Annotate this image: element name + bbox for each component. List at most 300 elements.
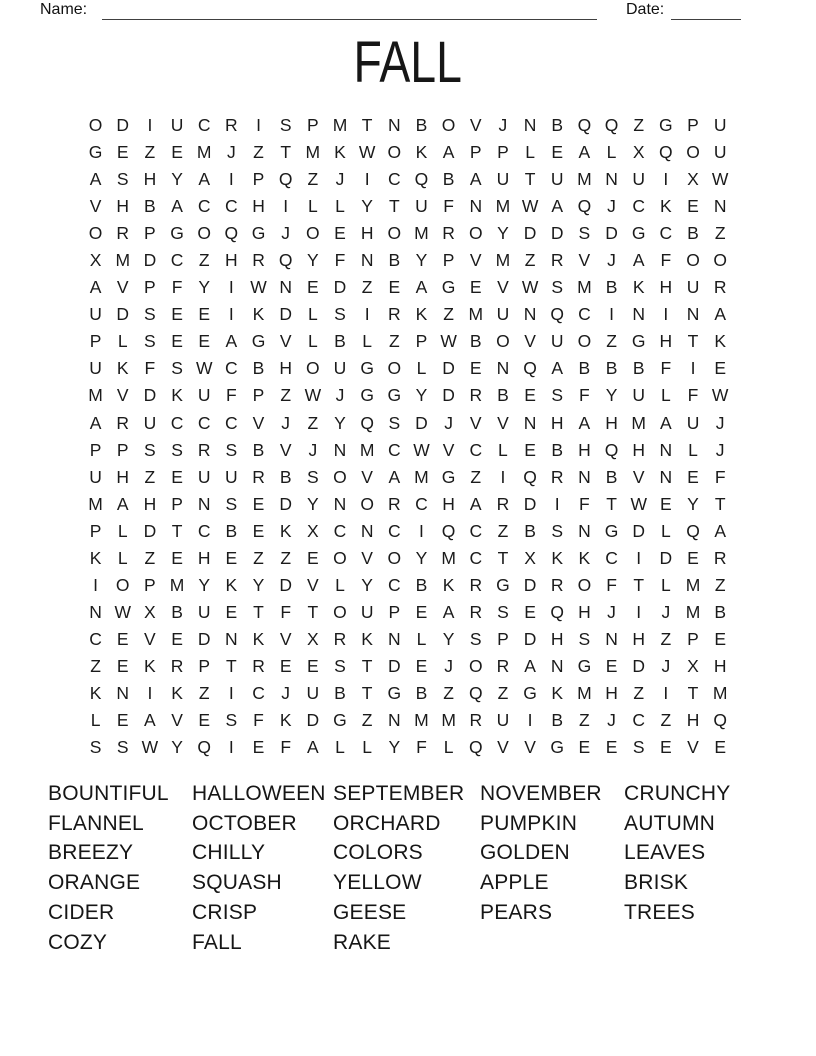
grid-letter: P — [469, 142, 482, 163]
word-list-item: FLANNEL — [48, 811, 144, 835]
grid-letter: Z — [606, 331, 617, 352]
grid-letter: Y — [605, 385, 618, 406]
grid-letter: U — [496, 169, 510, 190]
grid-letter: W — [440, 331, 457, 352]
grid-letter: O — [306, 223, 320, 244]
grid-letter: U — [632, 385, 646, 406]
grid-letter: I — [663, 683, 669, 703]
grid-letter: L — [660, 574, 671, 595]
grid-letter: I — [609, 304, 614, 325]
grid-letter: B — [551, 115, 564, 136]
grid-letter: Z — [714, 223, 726, 244]
grid-letter: R — [469, 601, 483, 622]
grid-letter: N — [197, 493, 211, 514]
grid-letter: Y — [415, 547, 428, 568]
grid-letter: N — [659, 439, 673, 460]
grid-letter: G — [631, 223, 646, 244]
grid-letter: C — [469, 520, 483, 541]
grid-letter: D — [333, 277, 347, 298]
grid-letter: A — [306, 737, 319, 758]
grid-letter: E — [306, 277, 319, 298]
grid-letter: Z — [714, 574, 726, 595]
grid-letter: O — [333, 547, 347, 568]
grid-letter: H — [116, 196, 130, 217]
grid-letter: V — [306, 574, 319, 595]
grid-letter: O — [577, 331, 592, 352]
grid-letter: R — [116, 412, 130, 433]
grid-letter: N — [578, 520, 591, 541]
grid-letter: S — [225, 439, 238, 460]
grid-letter: M — [495, 196, 511, 217]
grid-letter: B — [388, 250, 401, 271]
grid-letter: T — [226, 655, 237, 676]
grid-letter: P — [144, 223, 156, 244]
grid-letter: T — [171, 520, 183, 541]
word-list-item: PEARS — [480, 900, 553, 924]
grid-letter: M — [88, 385, 103, 406]
grid-letter: Q — [604, 439, 619, 460]
grid-letter: Y — [306, 493, 319, 514]
grid-letter: V — [144, 628, 156, 649]
grid-letter: S — [632, 737, 645, 758]
grid-letter: F — [226, 385, 237, 406]
grid-letter: G — [387, 683, 402, 703]
grid-letter: H — [605, 683, 618, 703]
grid-letter: O — [88, 115, 103, 136]
grid-letter: K — [89, 547, 102, 568]
grid-letter: M — [414, 710, 429, 731]
grid-letter: L — [660, 385, 671, 406]
grid-letter: H — [252, 196, 265, 217]
grid-letter: U — [686, 277, 700, 298]
grid-letter: I — [636, 547, 642, 568]
grid-letter: Q — [686, 520, 700, 541]
grid-letter: Y — [415, 250, 428, 271]
grid-letter: O — [468, 223, 483, 244]
grid-letter: G — [333, 710, 347, 731]
grid-letter: B — [632, 358, 645, 379]
grid-letter: L — [416, 358, 427, 379]
grid-letter: G — [604, 520, 619, 541]
grid-letter: H — [279, 358, 292, 379]
grid-letter: N — [605, 628, 618, 649]
grid-letter: K — [225, 574, 238, 595]
grid-letter: E — [198, 331, 211, 352]
grid-letter: Z — [280, 385, 292, 406]
word-list-item: BREEZY — [48, 841, 134, 865]
grid-letter: T — [361, 655, 373, 676]
grid-letter: E — [279, 655, 292, 676]
grid-letter: E — [388, 277, 401, 298]
grid-letter: G — [550, 737, 565, 758]
grid-letter: U — [415, 196, 428, 217]
grid-letter: D — [632, 520, 646, 541]
grid-letter: C — [225, 196, 238, 217]
grid-letter: N — [333, 439, 347, 460]
grid-letter: D — [659, 547, 673, 568]
grid-letter: D — [306, 710, 320, 731]
grid-letter: N — [578, 466, 591, 487]
grid-letter: E — [660, 737, 672, 758]
grid-letter: Z — [497, 683, 509, 703]
grid-letter: N — [89, 601, 102, 622]
grid-letter: O — [441, 115, 456, 136]
grid-letter: Z — [633, 683, 645, 703]
grid-letter: B — [605, 358, 618, 379]
grid-letter: F — [144, 358, 156, 379]
word-list-item: RAKE — [333, 930, 391, 954]
grid-letter: H — [632, 439, 646, 460]
grid-letter: I — [93, 574, 99, 595]
grid-letter: V — [632, 466, 645, 487]
grid-letter: N — [279, 277, 292, 298]
grid-letter: M — [169, 574, 185, 595]
grid-letter: I — [554, 493, 560, 514]
grid-letter: T — [687, 683, 699, 703]
grid-letter: N — [360, 520, 374, 541]
grid-letter: D — [415, 412, 428, 433]
grid-letter: L — [335, 196, 345, 217]
grid-letter: H — [686, 710, 700, 731]
grid-letter: K — [144, 655, 156, 676]
grid-letter: D — [523, 223, 537, 244]
grid-letter: Q — [659, 142, 673, 163]
grid-letter: W — [413, 439, 430, 460]
grid-letter: P — [252, 385, 265, 406]
grid-letter: S — [171, 439, 183, 460]
grid-letter: B — [551, 710, 564, 731]
grid-letter: L — [660, 520, 671, 541]
grid-letter: H — [225, 250, 238, 271]
grid-letter: G — [441, 466, 456, 487]
grid-letter: P — [252, 169, 265, 190]
grid-letter: N — [116, 683, 130, 703]
grid-letter: B — [497, 385, 509, 406]
grid-letter: V — [361, 466, 373, 487]
grid-letter: U — [197, 601, 211, 622]
grid-letter: G — [387, 385, 402, 406]
word-list-item: SQUASH — [192, 871, 282, 895]
grid-letter: V — [524, 331, 536, 352]
grid-letter: Z — [253, 547, 264, 568]
grid-letter: H — [713, 655, 727, 676]
grid-letter: X — [632, 142, 645, 163]
grid-letter: T — [388, 196, 400, 217]
grid-letter: B — [415, 574, 428, 595]
grid-letter: A — [714, 520, 727, 541]
grid-letter: L — [362, 737, 372, 758]
grid-letter: B — [415, 683, 428, 703]
grid-letter: K — [415, 142, 428, 163]
grid-letter: K — [660, 196, 672, 217]
grid-letter: D — [279, 493, 292, 514]
grid-letter: Z — [144, 142, 156, 163]
grid-letter: O — [387, 358, 402, 379]
grid-letter: R — [550, 250, 564, 271]
grid-letter: Q — [550, 304, 565, 325]
grid-letter: C — [578, 304, 591, 325]
grid-letter: N — [387, 628, 401, 649]
grid-letter: O — [115, 574, 130, 595]
grid-letter: M — [685, 574, 701, 595]
grid-letter: B — [415, 115, 428, 136]
grid-letter: G — [631, 331, 646, 352]
grid-letter: B — [279, 466, 292, 487]
word-list-item: COLORS — [333, 841, 423, 865]
grid-letter: E — [198, 710, 211, 731]
grid-letter: Q — [360, 412, 374, 433]
grid-letter: X — [89, 250, 102, 271]
grid-letter: U — [225, 466, 238, 487]
grid-letter: P — [415, 331, 428, 352]
grid-letter: K — [361, 628, 373, 649]
grid-letter: M — [468, 304, 484, 325]
grid-letter: M — [196, 142, 212, 163]
grid-letter: Q — [468, 737, 483, 758]
grid-letter: W — [304, 385, 322, 406]
grid-letter: D — [442, 358, 455, 379]
name-blank-line[interactable] — [102, 0, 597, 20]
puzzle-title-wrap — [0, 30, 816, 95]
grid-letter: U — [333, 358, 347, 379]
grid-letter: Q — [604, 115, 619, 136]
grid-letter: E — [171, 142, 183, 163]
grid-letter: H — [197, 547, 211, 568]
grid-letter: O — [197, 223, 212, 244]
grid-letter: E — [225, 601, 238, 622]
grid-letter: I — [663, 169, 669, 190]
grid-letter: G — [659, 115, 673, 136]
grid-letter: D — [143, 520, 157, 541]
grid-letter: O — [387, 142, 402, 163]
grid-letter: E — [252, 520, 265, 541]
grid-letter: E — [334, 223, 346, 244]
grid-letter: E — [578, 737, 591, 758]
grid-letter: Y — [415, 385, 428, 406]
grid-letter: M — [577, 169, 592, 190]
grid-letter: C — [387, 520, 401, 541]
grid-letter: U — [496, 710, 510, 731]
grid-letter: Z — [443, 304, 454, 325]
grid-letter: Z — [660, 710, 672, 731]
grid-letter: B — [442, 169, 455, 190]
grid-letter: U — [713, 142, 727, 163]
grid-letter: I — [228, 737, 234, 758]
grid-letter: J — [607, 601, 616, 622]
grid-letter: L — [335, 574, 345, 595]
grid-letter: S — [578, 628, 591, 649]
grid-letter: H — [143, 493, 157, 514]
grid-letter: Q — [523, 358, 537, 379]
word-list-item: YELLOW — [333, 871, 422, 895]
grid-letter: H — [605, 412, 618, 433]
grid-letter: D — [279, 574, 292, 595]
word-list-item: BOUNTIFUL — [48, 782, 169, 805]
grid-letter: M — [712, 683, 728, 703]
grid-letter: Y — [334, 412, 346, 433]
grid-letter: F — [687, 385, 699, 406]
word-list-item: PUMPKIN — [480, 811, 578, 835]
grid-letter: K — [252, 628, 265, 649]
grid-letter: E — [116, 628, 129, 649]
grid-letter: J — [661, 655, 671, 676]
grid-letter: N — [713, 196, 727, 217]
grid-letter: C — [469, 439, 483, 460]
grid-letter: C — [197, 196, 211, 217]
grid-letter: A — [578, 142, 591, 163]
grid-letter: L — [117, 547, 128, 568]
grid-letter: Z — [388, 331, 400, 352]
grid-letter: R — [469, 710, 483, 731]
grid-letter: Z — [361, 277, 373, 298]
grid-letter: T — [307, 601, 319, 622]
grid-letter: D — [632, 655, 646, 676]
grid-letter: V — [497, 412, 509, 433]
grid-letter: M — [495, 250, 511, 271]
grid-letter: M — [332, 115, 348, 136]
grid-letter: Q — [224, 223, 239, 244]
grid-letter: A — [524, 655, 536, 676]
grid-letter: W — [195, 358, 213, 379]
grid-letter: E — [605, 737, 618, 758]
grid-letter: J — [715, 412, 725, 433]
grid-letter: C — [632, 196, 646, 217]
grid-letter: O — [360, 493, 374, 514]
grid-letter: W — [521, 277, 539, 298]
grid-letter: S — [551, 520, 564, 541]
grid-letter: G — [360, 358, 374, 379]
grid-letter: Z — [443, 683, 454, 703]
word-list-item: CHILLY — [192, 841, 266, 865]
grid-letter: A — [551, 196, 564, 217]
grid-letter: L — [307, 196, 318, 217]
grid-letter: O — [496, 331, 510, 352]
word-list-item: SEPTEMBER — [333, 782, 465, 805]
grid-letter: D — [523, 628, 537, 649]
grid-letter: K — [252, 304, 265, 325]
grid-letter: F — [443, 196, 454, 217]
grid-letter: V — [469, 412, 482, 433]
grid-letter: E — [171, 466, 183, 487]
grid-letter: S — [144, 304, 156, 325]
word-list-item: ORCHARD — [333, 811, 441, 835]
grid-letter: T — [687, 331, 699, 352]
grid-letter: S — [388, 412, 401, 433]
grid-letter: W — [358, 142, 376, 163]
grid-letter: G — [251, 223, 266, 244]
grid-letter: V — [442, 439, 455, 460]
grid-letter: W — [141, 737, 159, 758]
grid-letter: U — [89, 358, 102, 379]
grid-letter: Q — [523, 466, 537, 487]
grid-letter: Z — [633, 115, 645, 136]
grid-letter: F — [579, 385, 590, 406]
grid-letter: J — [661, 601, 671, 622]
grid-letter: V — [469, 115, 482, 136]
grid-letter: B — [605, 277, 618, 298]
grid-letter: R — [550, 574, 564, 595]
grid-letter: A — [442, 601, 455, 622]
grid-letter: M — [441, 710, 456, 731]
grid-letter: Z — [253, 142, 264, 163]
grid-letter: C — [387, 574, 401, 595]
word-list-column — [624, 779, 730, 928]
grid-letter: N — [225, 628, 238, 649]
grid-letter: T — [606, 493, 617, 514]
date-blank-line[interactable] — [671, 0, 741, 20]
grid-letter: Q — [278, 169, 293, 190]
grid-letter: J — [444, 655, 453, 676]
grid-letter: J — [281, 412, 291, 433]
grid-letter: U — [686, 412, 700, 433]
grid-letter: E — [714, 737, 727, 758]
grid-letter: H — [578, 439, 591, 460]
grid-letter: A — [225, 331, 238, 352]
grid-letter: N — [686, 304, 700, 325]
grid-letter: F — [606, 574, 617, 595]
grid-letter: P — [89, 331, 102, 352]
grid-letter: E — [714, 358, 727, 379]
word-list-item: CRUNCHY — [624, 782, 731, 805]
grid-letter: N — [523, 304, 537, 325]
grid-letter: A — [198, 169, 211, 190]
grid-letter: J — [715, 439, 725, 460]
grid-letter: K — [89, 683, 102, 703]
grid-letter: E — [171, 304, 183, 325]
grid-letter: E — [116, 142, 129, 163]
grid-letter: P — [388, 601, 401, 622]
grid-letter: N — [605, 169, 618, 190]
grid-letter: A — [632, 250, 645, 271]
grid-letter: Y — [361, 574, 373, 595]
grid-letter: J — [226, 142, 236, 163]
grid-letter: F — [280, 737, 292, 758]
grid-letter: Y — [198, 574, 211, 595]
grid-letter: D — [523, 493, 537, 514]
word-list-item: HALLOWEEN — [192, 782, 326, 805]
grid-letter: S — [279, 115, 292, 136]
grid-letter: A — [469, 493, 482, 514]
grid-letter: S — [578, 223, 591, 244]
grid-letter: Z — [198, 683, 210, 703]
grid-letter: M — [414, 466, 429, 487]
grid-letter: O — [713, 250, 727, 271]
grid-letter: E — [415, 655, 428, 676]
grid-letter: B — [225, 520, 238, 541]
grid-letter: U — [713, 115, 727, 136]
grid-letter: N — [632, 304, 646, 325]
word-list-column — [192, 779, 326, 957]
grid-letter: A — [89, 277, 102, 298]
grid-letter: Z — [660, 628, 672, 649]
grid-letter: X — [687, 169, 699, 190]
grid-letter: S — [116, 169, 129, 190]
grid-letter: C — [387, 439, 401, 460]
grid-letter: J — [498, 115, 508, 136]
grid-letter: C — [197, 520, 211, 541]
grid-letter: B — [687, 223, 699, 244]
grid-letter: A — [171, 196, 183, 217]
grid-letter: E — [252, 493, 265, 514]
grid-letter: H — [442, 493, 455, 514]
grid-letter: V — [279, 439, 292, 460]
word-list-column — [333, 779, 464, 957]
grid-letter: P — [89, 520, 102, 541]
grid-letter: Z — [198, 250, 210, 271]
grid-letter: C — [225, 412, 238, 433]
grid-letter: I — [419, 520, 424, 541]
grid-letter: O — [333, 466, 347, 487]
